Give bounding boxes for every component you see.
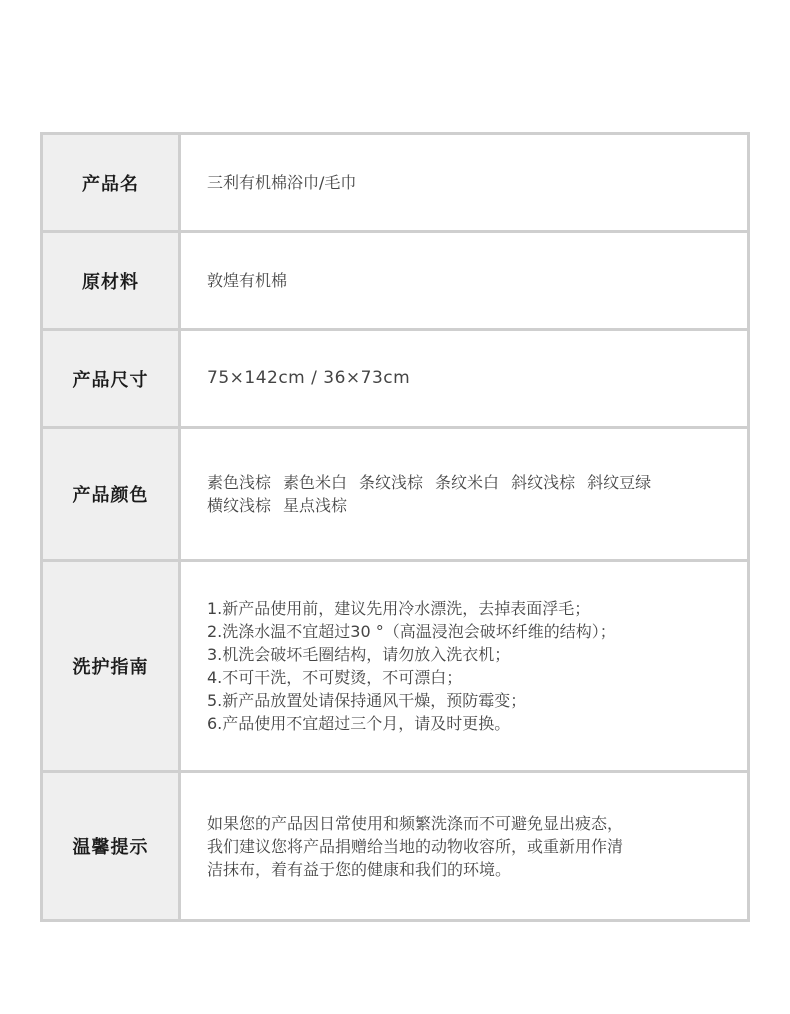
size-text: 75×142cm / 36×73cm: [207, 368, 411, 388]
care-line: 3.机洗会破坏毛圈结构，请勿放入洗衣机；: [207, 645, 511, 664]
color-option: 条纹米白: [435, 473, 500, 492]
care-line: 6.产品使用不宜超过三个月，请及时更换。: [207, 714, 511, 733]
care-label: 洗护指南: [43, 562, 178, 770]
care-value: [181, 562, 747, 770]
color-option: 横纹浅棕: [207, 496, 272, 515]
care-line: 1.新产品使用前，建议先用冷水漂洗，去掉表面浮毛；: [207, 599, 591, 618]
care-line: 4.不可干洗，不可熨烫，不可漂白；: [207, 668, 463, 687]
color-option: 素色浅棕: [207, 473, 272, 492]
tips-label: 温馨提示: [43, 773, 178, 919]
product-name-label: 产品名: [43, 135, 178, 230]
size-label: 产品尺寸: [43, 331, 178, 426]
tips-value: [181, 773, 747, 919]
tips-line: 我们建议您将产品捐赠给当地的动物收容所，或重新用作清: [207, 836, 624, 856]
care-line: 2.洗涤水温不宜超过30 °（高温浸泡会破坏纤维的结构）；: [207, 622, 616, 641]
tips-line: 洁抹布，着有益于您的健康和我们的环境。: [207, 859, 512, 879]
colors-value: [181, 429, 747, 559]
product-spec-table: [40, 132, 750, 922]
product-name-text: 三利有机棉浴巾/毛巾: [207, 173, 357, 192]
product-name-value: [181, 135, 747, 230]
color-option: 斜纹豆绿: [587, 473, 652, 492]
material-label: 原材料: [43, 233, 178, 328]
tips-line: 如果您的产品因日常使用和频繁洗涤而不可避免显出疲态，: [207, 813, 624, 833]
colors-label: 产品颜色: [43, 429, 178, 559]
material-value: [181, 233, 747, 328]
material-text: 敦煌有机棉: [207, 271, 288, 290]
color-option: 素色米白: [283, 473, 348, 492]
color-option: 条纹浅棕: [359, 473, 424, 492]
size-value: [181, 331, 747, 426]
colors-line-1: [207, 471, 727, 494]
color-option: 斜纹浅棕: [511, 473, 576, 492]
colors-line-2: [207, 494, 727, 517]
care-line: 5.新产品放置处请保持通风干燥，预防霉变；: [207, 691, 527, 710]
color-option: 星点浅棕: [283, 496, 348, 515]
